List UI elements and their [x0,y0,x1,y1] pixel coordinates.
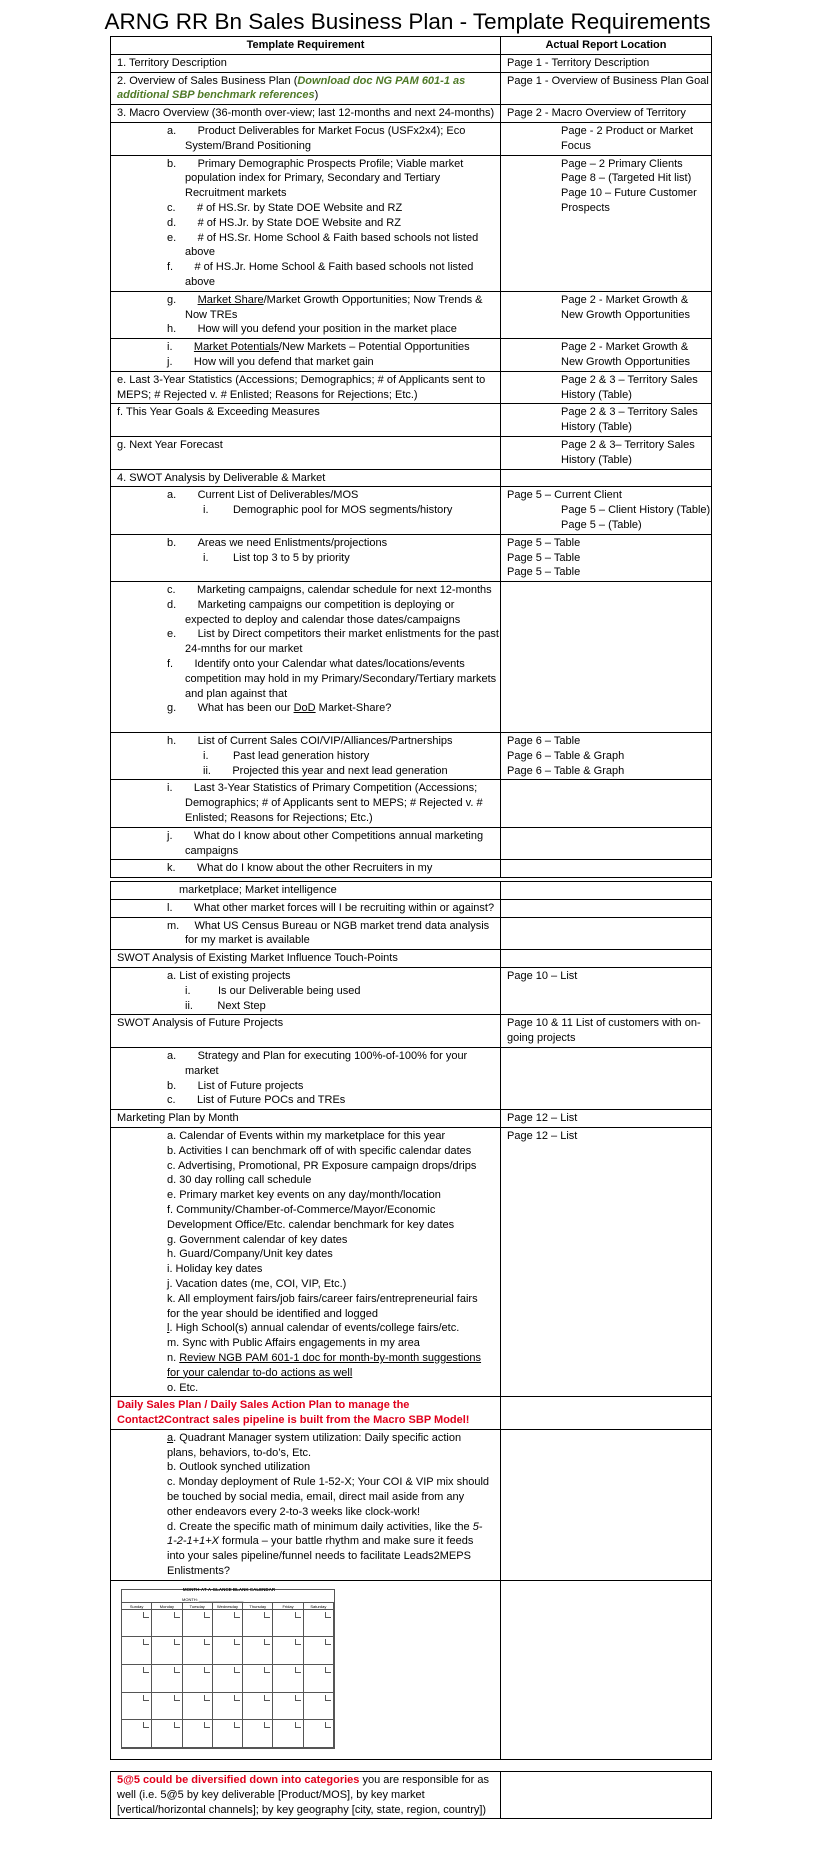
requirement-text: 1. Territory Description [117,56,227,69]
requirement-text: b. Outlook synched utilization [167,1461,311,1474]
calendar-day-cell [122,1693,152,1721]
location-text: Page 2 - Market Growth & New Growth Opportunities [561,293,690,321]
requirement-cell [111,339,501,372]
table-row [111,1015,712,1048]
calendar-image [111,1581,500,1759]
requirement-text: g. Government calendar of key dates [167,1233,348,1246]
location-cell [501,1047,712,1109]
calendar-day-cell [152,1610,182,1638]
calendar-day-cell [304,1665,334,1693]
five-at-five-highlight: 5@5 could be diversified down into categories [117,1774,360,1786]
requirement-cell [111,72,501,105]
requirements-table-1 [110,36,712,878]
table-row [111,899,712,917]
requirement-text: /Market Growth Opportunities; Now Trends & Now TREs [185,293,483,321]
item-label: n. [167,1351,180,1364]
calendar-day-cell [243,1693,273,1721]
requirement-cell [111,436,501,469]
table-row [111,1110,712,1128]
requirement-text: b. Primary Demographic Prospects Profile; Viable market population index for Primary, Secondary and Tertiary Recruitment markets [167,157,464,200]
requirement-cell [111,291,501,338]
market-potentials-term: Market Potentials [193,341,279,354]
location-cell [501,780,712,827]
table-row [111,733,712,780]
calendar-day-cell [122,1720,152,1748]
table-row [111,582,712,733]
calendar-day-cell [213,1637,243,1665]
location-text: Page 2 & 3 – Territory Sales History (Table) [561,373,698,401]
requirement-text: m. Sync with Public Affairs engagements in my area [167,1337,420,1350]
requirement-cell [111,733,501,780]
day-header: Sunday [122,1603,152,1609]
requirement-text: ) [314,89,319,102]
calendar-month-label: MONTH: ____________________ [182,1596,244,1602]
table-row [111,780,712,827]
month-calendar [121,1586,335,1749]
location-cell [501,1397,712,1430]
pam-download-link[interactable]: Download doc NG PAM 601-1 as [297,74,466,87]
calendar-day-cell [304,1720,334,1748]
calendar-day-cell [183,1720,213,1748]
location-cell [501,469,712,487]
requirement-text: f. Community/Chamber-of-Commerce/Mayor/Economic Development Office/Etc. calendar benchmark for key dates [167,1203,455,1231]
location-text: Page 2 & 3– Territory Sales History (Table) [561,438,695,466]
requirements-table-3 [110,1771,712,1819]
requirement-text: b. List of Future projects [167,1079,304,1092]
location-text: Page 2 - Macro Overview of Territory [507,107,686,120]
requirement-text: a. Strategy and Plan for executing 100%-of-100% for your market [167,1049,468,1077]
requirement-cell [111,1047,501,1109]
location-cell [501,371,712,404]
item-label: a [167,1431,174,1444]
requirement-text: a. Current List of Deliverables/MOS [167,489,359,502]
location-text: Page 6 – Table & Graph [507,764,625,777]
requirement-text: i. Last 3-Year Statistics of Primary Competition (Accessions; Demographics; # of Applicants sent to MEPS; # Rejected v. # Enlisted; Reasons for Rejections; Etc.) [167,782,483,825]
table-row [111,827,712,860]
requirement-text: i. List top 3 to 5 by priority [203,551,350,564]
location-text: Page - 2 Product or Market Focus [561,124,694,152]
location-text: Page 1 - Territory Description [507,56,650,69]
day-header: Tuesday [183,1603,213,1609]
requirement-cell [111,950,501,968]
location-text: Page 6 – Table & Graph [507,749,625,762]
table-row [111,1772,712,1819]
requirement-text: j. Vacation dates (me, COI, VIP, Etc.) [167,1277,347,1290]
table-row [111,1397,712,1430]
location-cell [501,1110,712,1128]
requirement-text: marketplace; Market intelligence [179,884,337,896]
requirement-cell [111,371,501,404]
requirement-cell [111,1772,501,1819]
location-text: Page 10 & 11 List of customers with on-going projects [507,1017,701,1045]
table-row [111,1580,712,1759]
requirement-text: a. Product Deliverables for Market Focus (USFx2x4); Eco System/Brand Positioning [167,124,466,152]
requirement-cell [111,469,501,487]
header-template-requirement: Template Requirement [111,37,501,55]
table-row [111,950,712,968]
calendar-day-cell [273,1665,303,1693]
location-cell [501,155,712,291]
requirement-cell [111,882,501,900]
requirement-cell [111,1397,501,1430]
calendar-title: MONTH-AT-A-GLANCE BLANK CALENDAR [182,1586,276,1592]
location-cell [501,339,712,372]
requirement-text: h. How will you defend your position in the market place [167,323,457,336]
location-cell [501,122,712,155]
formula-text: 5-1-2-1+1+X [167,1520,483,1548]
dod-term: DoD [293,702,316,715]
requirement-text: l. What other market forces will I be recruiting within or against? [167,901,495,914]
requirement-text: k. What do I know about the other Recruiters in my [167,862,433,875]
requirement-cell [111,582,501,733]
requirement-cell [111,534,501,581]
requirement-cell [111,105,501,123]
calendar-day-cell [273,1720,303,1748]
requirement-text: f. This Year Goals & Exceeding Measures [117,406,320,419]
requirement-text: a. List of existing projects [167,969,291,982]
requirement-text: . High School(s) annual calendar of events/college fairs/etc. [169,1322,460,1335]
location-cell [501,404,712,437]
day-header: Friday [273,1603,303,1609]
requirement-cell [111,860,501,878]
location-cell [501,105,712,123]
table-row [111,917,712,950]
requirement-cell [111,122,501,155]
table-row [111,339,712,372]
section-heading: SWOT Analysis of Existing Market Influence Touch-Points [117,952,398,965]
calendar-day-cell [122,1665,152,1693]
table-row [111,436,712,469]
table-row [111,54,712,72]
requirements-table-2 [110,881,712,1760]
calendar-day-cell [213,1693,243,1721]
table-row [111,105,712,123]
location-cell [501,582,712,733]
requirement-cell [111,967,501,1014]
daily-sales-plan-heading: Daily Sales Plan / Daily Sales Action Plan to manage the Contact2Contract sales pipeline is built from the Macro SBP Model! [117,1399,470,1427]
calendar-day-cell [243,1665,273,1693]
calendar-day-cell [273,1637,303,1665]
table-header-row [111,37,712,55]
calendar-day-cell [183,1693,213,1721]
location-text: Page 5 – Current Client [507,489,622,502]
table-row [111,1047,712,1109]
location-cell [501,1429,712,1580]
requirement-text: g. What has been our [167,702,294,715]
requirement-text: d. Marketing campaigns our competition is deploying or expected to deploy and calendar those dates/campaigns [167,598,461,626]
requirement-cell [111,404,501,437]
calendar-day-cell [213,1720,243,1748]
requirement-text: b. Activities I can benchmark off of with specific calendar dates [167,1144,472,1157]
table-row [111,72,712,105]
requirement-text: c. Advertising, Promotional, PR Exposure campaign drops/drips [167,1159,477,1172]
section-heading: Marketing Plan by Month [117,1112,239,1125]
requirement-text: h. List of Current Sales COI/VIP/Alliances/Partnerships [167,735,453,748]
requirement-text: b. Areas we need Enlistments/projections [167,536,388,549]
location-cell [501,436,712,469]
calendar-day-cell [304,1693,334,1721]
requirement-text: formula – your battle rhythm and make sure it feeds into your sales pipeline/funnel needs to facilitate Leads2MEPS Enlistments? [167,1535,474,1578]
requirement-cell [111,780,501,827]
requirement-cell [111,1110,501,1128]
day-header: Monday [152,1603,182,1609]
location-cell [501,1015,712,1048]
location-cell [501,1127,712,1396]
calendar-day-cell [304,1610,334,1638]
header-actual-report-location: Actual Report Location [501,37,712,55]
requirement-text: e. Primary market key events on any day/month/location [167,1189,441,1202]
section-heading: SWOT Analysis of Future Projects [117,1017,284,1030]
requirement-text: c. Marketing campaigns, calendar schedule for next 12-months [167,584,492,597]
location-cell [501,860,712,878]
requirement-text: 3. Macro Overview (36-month over-view; last 12-months and next 24-months) [117,107,495,120]
requirement-cell [111,917,501,950]
calendar-day-cell [273,1693,303,1721]
calendar-day-cell [183,1637,213,1665]
location-cell [501,1580,712,1759]
requirement-text: j. How will you defend that market gain [167,355,374,368]
calendar-day-cell [213,1610,243,1638]
calendar-day-cell [273,1610,303,1638]
calendar-day-cell [122,1637,152,1665]
requirement-text: g. Next Year Forecast [117,438,223,451]
calendar-grid [122,1610,334,1748]
day-header: Wednesday [213,1603,243,1609]
day-header: Saturday [304,1603,334,1609]
requirement-cell [111,899,501,917]
location-cell [501,291,712,338]
location-cell [501,950,712,968]
requirement-text: you are responsible for as well (i.e. 5@5 by key deliverable [Product/MOS], by key market [vertical/horizontal channels]; by key geography [city, state, region, country]) [117,1774,490,1816]
location-cell [501,534,712,581]
requirement-text: c. # of HS.Sr. by State DOE Website and RZ [167,201,403,214]
requirement-text: i. Holiday key dates [167,1263,263,1276]
requirement-text: o. Etc. [167,1381,199,1394]
location-text: Page 6 – Table [507,735,581,748]
table-row [111,371,712,404]
calendar-day-cell [183,1610,213,1638]
item-label: l [167,1322,170,1335]
requirement-cell [111,54,501,72]
requirement-text: i. Demographic pool for MOS segments/history [203,504,453,517]
calendar-cell [111,1580,501,1759]
requirement-text: 2. Overview of Sales Business Plan ( [117,74,298,87]
requirement-text: d. Create the specific math of minimum daily activities, like the [167,1520,473,1533]
location-cell [501,733,712,780]
location-cell [501,882,712,900]
requirement-text: c. List of Future POCs and TREs [167,1094,346,1107]
location-cell [501,967,712,1014]
sbp-benchmark-link[interactable]: additional SBP benchmark references [117,89,315,102]
requirement-text: c. Monday deployment of Rule 1-52-X; Your COI & VIP mix should be touched by social media, email, direct mail aside from any other endeavors every 2-to-3 weeks like clock-work! [167,1476,490,1518]
table-row [111,469,712,487]
calendar-day-cell [304,1637,334,1665]
item-label: g. [167,293,198,306]
requirement-text: Market-Share? [315,702,392,715]
calendar-day-cell [183,1665,213,1693]
location-text: Page 5 – (Table) [561,518,642,531]
calendar-day-cell [243,1720,273,1748]
requirement-text: d. # of HS.Jr. by State DOE Website and RZ [167,216,401,229]
location-cell [501,917,712,950]
market-share-term: Market Share [197,293,264,306]
requirement-text: k. All employment fairs/job fairs/career fairs/entrepreneurial fairs for the year should be identified and logged [167,1292,478,1320]
requirement-text: i. Past lead generation history [203,749,370,762]
day-header: Thursday [243,1603,273,1609]
location-text: Page 10 – List [507,969,578,982]
location-cell [501,1772,712,1819]
requirement-cell [111,1127,501,1396]
requirement-cell [111,155,501,291]
location-text: Page 2 & 3 – Territory Sales History (Table) [561,406,698,434]
location-cell [501,72,712,105]
location-cell [501,54,712,72]
requirement-text: /New Markets – Potential Opportunities [278,341,470,354]
requirement-text: f. # of HS.Jr. Home School & Faith based schools not listed above [167,261,474,288]
location-text: Page 5 – Table [507,566,581,579]
calendar-day-cell [152,1665,182,1693]
calendar-day-headers [122,1602,334,1610]
table-row [111,967,712,1014]
location-text: Page 5 – Table [507,551,581,564]
table-row [111,291,712,338]
location-text: Page 1 - Overview of Business Plan Goal [507,74,709,87]
table-row [111,404,712,437]
location-text: Page – 2 Primary Clients [561,157,683,170]
location-text: Page 10 – Future Customer Prospects [561,187,697,214]
requirement-text: d. 30 day rolling call schedule [167,1174,312,1187]
location-cell [501,899,712,917]
requirement-text: m. What US Census Bureau or NGB market trend data analysis for my market is available [167,919,490,947]
location-cell [501,487,712,534]
requirement-text: a. Calendar of Events within my marketplace for this year [167,1129,446,1142]
requirement-text: f. Identify onto your Calendar what dates/locations/events competition may hold in my Primary/Secondary/Tertiary markets and plan against that [167,658,497,700]
requirement-text: j. What do I know about other Competitions annual marketing campaigns [167,829,484,857]
requirement-cell [111,1429,501,1580]
item-label: i. [167,341,194,354]
document-title: ARNG RR Bn Sales Business Plan - Template Requirements [104,9,711,34]
table-row [111,122,712,155]
requirement-text: e. List by Direct competitors their market enlistments for the past 24-mnths for our market [167,628,499,656]
location-text: Page 12 – List [507,1112,578,1125]
location-text: Page 12 – List [507,1129,578,1142]
calendar-day-cell [243,1610,273,1638]
calendar-day-cell [152,1693,182,1721]
requirement-text: i. Is our Deliverable being used [185,984,361,997]
location-text: Page 2 - Market Growth & New Growth Opportunities [561,341,690,368]
requirement-cell [111,827,501,860]
requirement-cell [111,487,501,534]
table-row [111,882,712,900]
requirement-text: ii. Projected this year and next lead generation [203,764,448,777]
location-text: Page 5 – Client History (Table) [561,504,711,517]
requirement-cell [111,1015,501,1048]
calendar-day-cell [213,1665,243,1693]
requirement-text: ii. Next Step [185,999,266,1012]
ngb-pam-review-link[interactable]: Review NGB PAM 601-1 doc for month-by-month suggestions for your calendar to-do actions as well [167,1351,482,1379]
table-row [111,487,712,534]
table-row [111,155,712,291]
calendar-day-cell [122,1610,152,1638]
table-row [111,1127,712,1396]
requirement-text: 4. SWOT Analysis by Deliverable & Market [117,471,326,484]
calendar-day-cell [152,1720,182,1748]
location-cell [501,827,712,860]
table-row [111,534,712,581]
requirement-text: h. Guard/Company/Unit key dates [167,1248,333,1261]
requirement-text: e. Last 3-Year Statistics (Accessions; Demographics; # of Applicants sent to MEPS; # Rejected v. # Enlisted; Reasons for Rejections; Etc.) [117,373,486,401]
table-row [111,860,712,878]
requirement-text: e. # of HS.Sr. Home School & Faith based schools not listed above [167,231,479,259]
table-row [111,1429,712,1580]
location-text: Page 5 – Table [507,536,581,549]
requirement-text: . Quadrant Manager system utilization: Daily specific action plans, behaviors, to-do’s, Etc. [167,1431,462,1459]
location-text: Page 8 – (Targeted Hit list) [561,172,692,185]
calendar-day-cell [152,1637,182,1665]
calendar-day-cell [243,1637,273,1665]
